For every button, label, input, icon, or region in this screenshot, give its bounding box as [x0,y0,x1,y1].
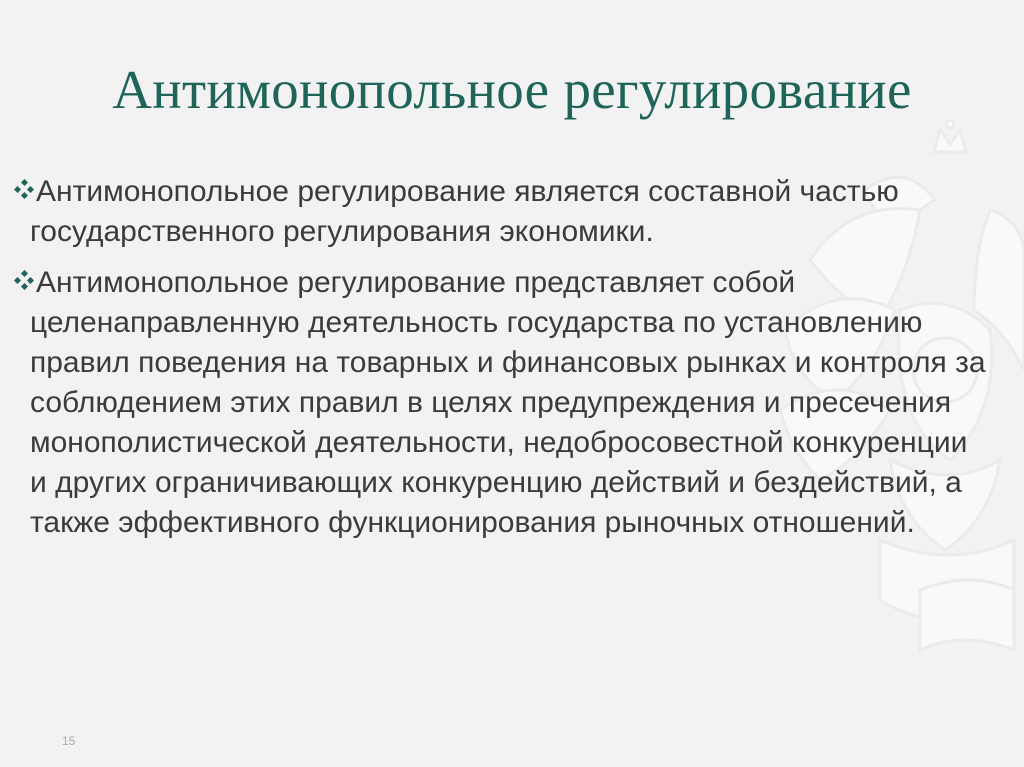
diamond-bullet-icon [14,179,34,199]
bullet-text: Антимонопольное регулирование представляет собой целенаправленную деятельность государства по установлению правил поведения на товарных и финансовых рынках и контроля за соблюдением этих правил в целях предупреждения и пресечения монополистической деятельности, недобросовестной конкуренции и других ограничивающих конкуренцию действий и бездействий, а также эффективного функционирования рыночных отношений. [30,266,986,539]
bullet-item [14,263,989,543]
page-number: 15 [62,734,76,748]
bullet-list [14,172,989,554]
bullet-text: Антимонопольное регулирование является составной частью государственного регулирования экономики. [30,175,899,248]
bullet-item [14,172,989,252]
slide-title: Антимонопольное регулирование [112,59,912,120]
diamond-bullet-icon [14,270,34,290]
